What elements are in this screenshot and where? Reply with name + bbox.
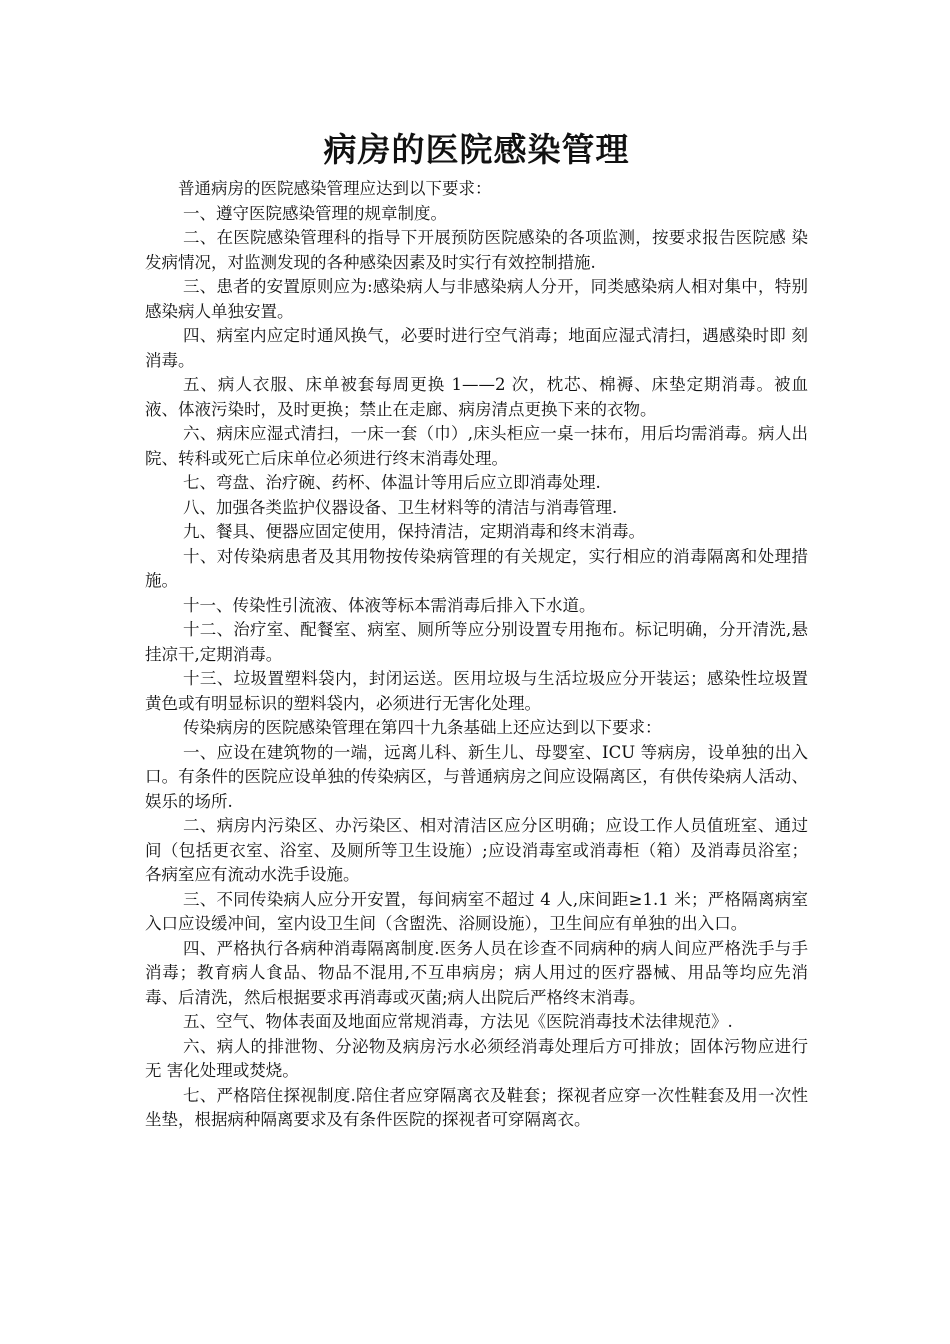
paragraph: 十、对传染病患者及其用物按传染病管理的有关规定，实行相应的消毒隔离和处理措施。 — [145, 546, 808, 590]
paragraph: 九、餐具、便器应固定使用，保持清洁，定期消毒和终末消毒。 — [182, 522, 645, 541]
paragraph: 二、病房内污染区、办污染区、相对清洁区应分区明确；应设工作人员值班室、通过间（包括更衣室、浴室、及厕所等卫生设施）;应设消毒室或消毒柜（箱）及消毒员浴室；各病室应有流动水洗手设施。 — [145, 816, 808, 884]
paragraph: 五、空气、物体表面及地面应常规消毒，方法见《医院消毒技术法律规范》. — [182, 1012, 733, 1031]
paragraph: 七、弯盘、治疗碗、药杯、体温计等用后应立即消毒处理. — [182, 473, 601, 492]
paragraph-intro-general: 普通病房的医院感染管理应达到以下要求： — [178, 179, 492, 198]
paragraph: 一、应设在建筑物的一端，远离儿科、新生儿、母婴室、ICU 等病房，设单独的出入口。有条件的医院应设单独的传染病区，与普通病房之间应设隔离区，有供传染病人活动、娱乐的场所. — [145, 742, 808, 811]
document-title: 病房的医院感染管理 — [323, 130, 630, 169]
paragraph: 四、病室内应定时通风换气，必要时进行空气消毒；地面应湿式清扫，遇感染时即 刻消毒。 — [145, 326, 808, 370]
paragraph: 八、加强各类监护仪器设备、卫生材料等的清洁与消毒管理. — [182, 497, 618, 517]
paragraph: 四、严格执行各病种消毒隔离制度.医务人员在诊查不同病种的病人间应严格洗手与手消毒；教育病人食品、物品不混用,不互串病房；病人用过的医疗器械、用品等均应先消毒、后清洗，然后根据要求再消毒或灭菌;病人出院后严格终末消毒。 — [145, 938, 808, 1007]
paragraph: 十二、治疗室、配餐室、病室、厕所等应分别设置专用拖布。标记明确，分开清洗,悬 挂凉干,定期消毒。 — [145, 620, 808, 664]
paragraph: 七、严格陪住探视制度.陪住者应穿隔离衣及鞋套；探视者应穿一次性鞋套及用一次性坐垫，根据病种隔离要求及有条件医院的探视者可穿隔离衣。 — [145, 1085, 808, 1129]
document-page — [145, 128, 808, 1133]
paragraph: 六、病人的排泄物、分泌物及病房污水必须经消毒处理后方可排放；固体污物应进行无 害化处理或焚烧。 — [145, 1036, 808, 1080]
paragraph: 三、患者的安置原则应为:感染病人与非感染病人分开，同类感染病人相对集中，特别感染病人单独安置。 — [145, 277, 808, 321]
paragraph: 二、在医院感染管理科的指导下开展预防医院感染的各项监测，按要求报告医院感 染发病情况，对监测发现的各种感染因素及时实行有效控制措施. — [145, 228, 808, 272]
paragraph: 十一、传染性引流液、体液等标本需消毒后排入下水道。 — [182, 595, 596, 615]
paragraph: 三、不同传染病人应分开安置，每间病室不超过 4 人,床间距≥1.1 米；严格隔离病室入口应设缓冲间，室内设卫生间（含盥洗、浴厕设施），卫生间应有单独的出入口。 — [145, 889, 808, 933]
paragraph: 六、病床应湿式清扫，一床一套（巾）,床头柜应一桌一抹布，用后均需消毒。病人出院、转科或死亡后床单位必须进行终末消毒处理。 — [145, 424, 808, 468]
paragraph: 十三、垃圾置塑料袋内，封闭运送。医用垃圾与生活垃圾应分开装运；感染性垃圾置黄色或有明显标识的塑料袋内，必须进行无害化处理。 — [145, 669, 808, 713]
paragraph: 一、遵守医院感染管理的规章制度。 — [182, 203, 447, 223]
paragraph-intro-infectious: 传染病房的医院感染管理在第四十九条基础上还应达到以下要求： — [182, 718, 662, 737]
document-body — [145, 177, 808, 1133]
paragraph: 五、病人衣服、床单被套每周更换 1——2 次，枕芯、棉褥、床垫定期消毒。被血液、体液污染时，及时更换；禁止在走廊、病房清点更换下来的衣物。 — [145, 375, 808, 419]
